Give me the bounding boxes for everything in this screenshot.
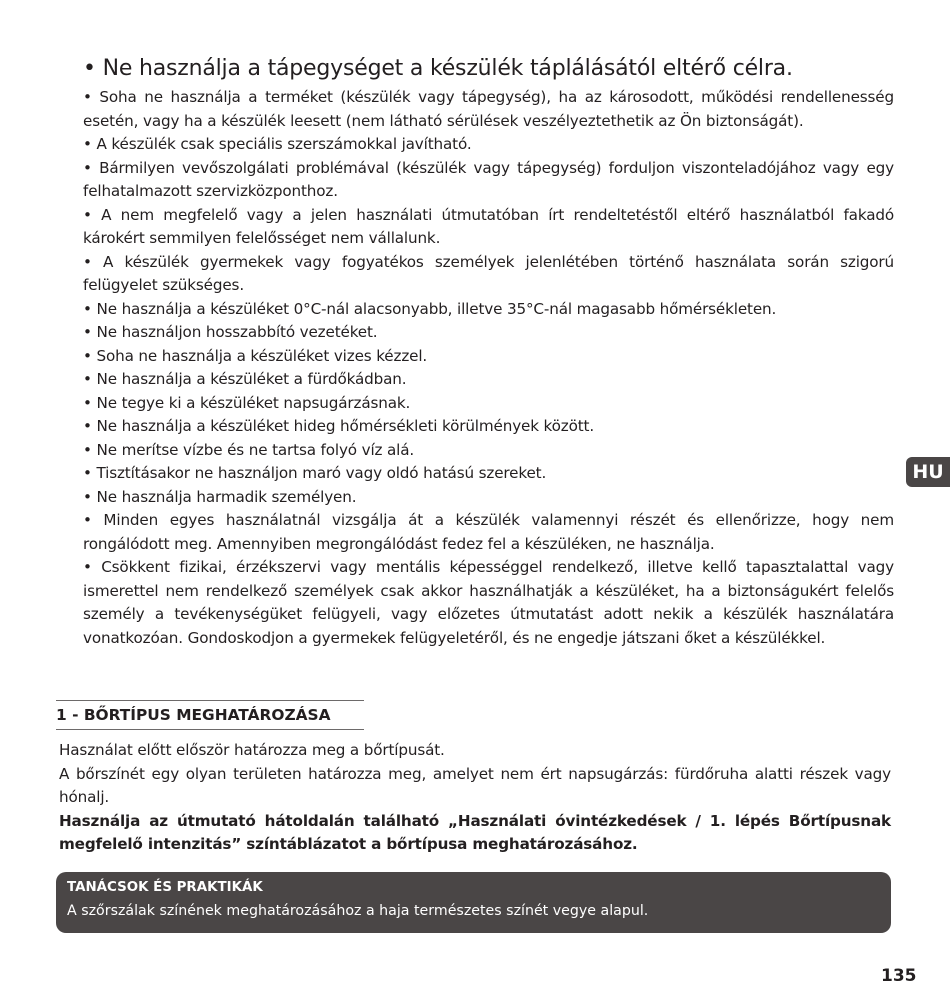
list-item: • Ne használja harmadik személyen. [83,487,357,506]
section-bold-paragraph: Használja az útmutató hátoldalán található „Használati óvintézkedések / 1. lépés Bőrtípusnak megfelelő intenzitás” színtáblázatot a bőrtípusa meghatározásához. [59,811,891,853]
list-item: • Csökkent fizikai, érzékszervi vagy mentális képességgel rendelkező, illetve kellő tapasztalattal vagy ismerettel nem rendelkező személyek csak akkor használhatják a készüléket, ha a biztonságukért felelős személy a tevékenységüket felügyeli, vagy előzetes útmutatást adott nekik a készülék használatára vonatkozóan. Gondoskodjon a gyermekek felügyeletéről, és ne engedje játszani őket a készülékkel. [83,558,894,647]
page-number: 135 [881,966,917,986]
tips-text: A szőrszálak színének meghatározásához a haja természetes színét vegye alapul. [67,903,649,919]
language-tab: HU [906,457,950,487]
list-item: • Soha ne használja a készüléket vizes kézzel. [83,346,428,365]
list-item: • Minden egyes használatnál vizsgálja át a készülék valamennyi részét és ellenőrizze, hogy nem rongálódott meg. Amennyiben megrongálódást fedez fel a készüléken, ne használja. [83,511,894,553]
safety-heading: • Ne használja a tápegységet a készülék táplálásától eltérő célra. [83,56,793,81]
section-body [59,739,891,857]
section-paragraph: Használat előtt először határozza meg a bőrtípusát. [59,741,445,759]
list-item: • Soha ne használja a terméket (készülék vagy tápegység), ha az károsodott, működési rendellenesség esetén, vagy ha a készülék leesett (nem látható sérülések veszélyeztethetik az Ön biztonságát). [83,88,894,130]
section-title [56,700,364,730]
list-item: • Ne használja a készüléket a fürdőkádban. [83,370,407,388]
safety-bullet-list [83,86,894,650]
list-item: • A készülék csak speciális szerszámokkal javítható. [83,135,472,153]
list-item: • Ne használja a készüléket hideg hőmérsékleti körülmények között. [83,417,595,435]
section-paragraph: A bőrszínét egy olyan területen határozza meg, amelyet nem ért napsugárzás: fürdőruha alatti részek vagy hónalj. [59,764,891,806]
list-item: • A készülék gyermekek vagy fogyatékos személyek jelenlétében történő használata során szigorú felügyelet szükséges. [83,252,894,294]
tips-title: TANÁCSOK ÉS PRAKTIKÁK [67,880,263,895]
list-item: • A nem megfelelő vagy a jelen használati útmutatóban írt rendeltetéstől eltérő használatból fakadó károkért semmilyen felelősséget nem vállalunk. [83,205,894,247]
list-item: • Bármilyen vevőszolgálati problémával (készülék vagy tápegység) forduljon viszonteladójához vagy egy felhatalmazott szervizközponthoz. [83,158,894,200]
tips-box [56,872,891,933]
list-item: • Ne használjon hosszabbító vezetéket. [83,323,378,341]
list-item: • Tisztításakor ne használjon maró vagy oldó hatású szereket. [83,464,547,482]
list-item: • Ne merítse vízbe és ne tartsa folyó víz alá. [83,440,415,459]
list-item: • Ne tegye ki a készüléket napsugárzásnak. [83,393,411,412]
list-item: • Ne használja a készüléket 0°C-nál alacsonyabb, illetve 35°C-nál magasabb hőmérsékleten. [83,299,777,318]
section-title-text: 1 - BŐRTÍPUS MEGHATÁROZÁSA [56,706,331,724]
